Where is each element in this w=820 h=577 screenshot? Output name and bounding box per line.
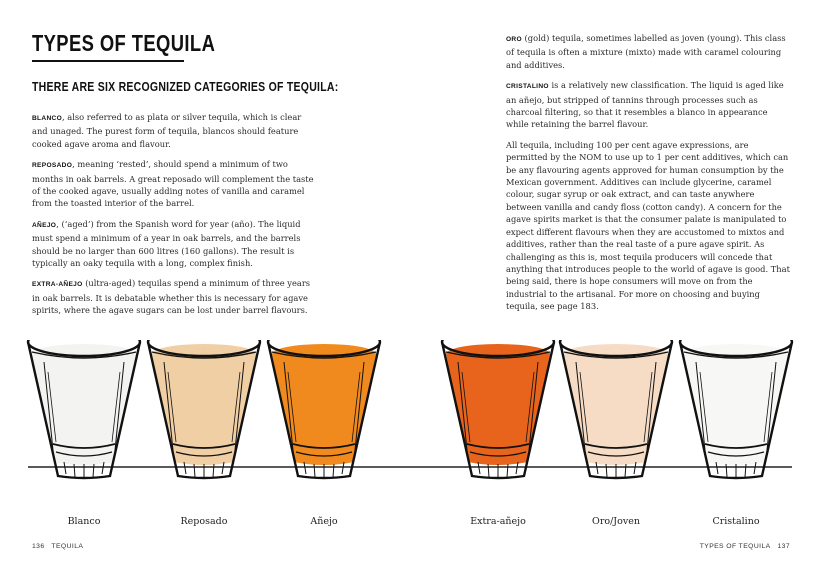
term-cristalino: CRISTALINO bbox=[506, 83, 549, 91]
left-text-column bbox=[32, 111, 314, 325]
shot-glass-reposado bbox=[148, 340, 260, 478]
glass-label-anejo: Añejo bbox=[310, 516, 338, 527]
glass-label-oro-joven: Oro/Joven bbox=[592, 516, 640, 527]
right-text-column bbox=[506, 32, 792, 321]
definition-oro: (gold) tequila, sometimes labelled as joven (young). This class of tequila is often a mixture (mixto) made with caramel colouring and additives. bbox=[506, 33, 786, 70]
shot-glass-oro-joven bbox=[560, 340, 672, 478]
definition-cristalino: is a relatively new classification. The liquid is aged like an añejo, but stripped of tannins through processes such as charcoal filtering, so that it resembles a blanco in appearance while retaining the barrel flavour. bbox=[506, 80, 784, 130]
definition-anejo: , (‘aged’) from the Spanish word for year (año). The liquid must spend a minimum of a year in oak barrels, and the barrels should be no larger than 600 litres (160 gallons). The result is typically an oaky tequila with a long, complex finish. bbox=[32, 218, 301, 269]
glass-label-blanco: Blanco bbox=[67, 516, 101, 527]
liquid-surface bbox=[564, 344, 668, 364]
shot-glass-blanco bbox=[28, 340, 140, 478]
liquid-surface bbox=[32, 344, 136, 364]
right-running-head: TYPES OF TEQUILA bbox=[699, 543, 771, 550]
paragraph-oro bbox=[506, 32, 792, 71]
page-title: TYPES OF TEQUILA bbox=[32, 30, 216, 56]
paragraph-anejo bbox=[32, 218, 314, 270]
right-page-number: 137 bbox=[777, 543, 790, 550]
liquid-surface bbox=[272, 344, 376, 364]
paragraph-extra-anejo bbox=[32, 277, 314, 316]
section-subheading: THERE ARE SIX RECOGNIZED CATEGORIES OF TEQUILA: bbox=[32, 80, 339, 94]
shot-glass-a-ejo bbox=[268, 340, 380, 478]
term-extra-anejo: EXTRA-AÑEJO bbox=[32, 281, 83, 289]
left-footer bbox=[32, 543, 83, 550]
right-footer bbox=[700, 543, 790, 550]
shot-glasses-illustration bbox=[0, 340, 820, 540]
glass-label-cristalino: Cristalino bbox=[712, 516, 760, 527]
liquid-surface bbox=[446, 344, 550, 364]
definition-extra-anejo: (ultra-aged) tequilas spend a minimum of three years in oak barrels. It is debatable whether this is necessary for agave spirits, where the agave sugars can be lost under barrel flavours. bbox=[32, 278, 311, 316]
liquid-surface bbox=[684, 344, 788, 364]
shot-glass-cristalino bbox=[680, 340, 792, 478]
term-reposado: REPOSADO bbox=[32, 162, 73, 170]
left-running-head: TEQUILA bbox=[51, 543, 84, 550]
term-anejo: AÑEJO bbox=[32, 221, 57, 229]
definition-blanco: , also referred to as plata or silver tequila, which is clear and unaged. The purest form of tequila, blancos should feature cooked agave aroma and flavour. bbox=[32, 112, 302, 149]
paragraph-blanco bbox=[32, 111, 314, 150]
title-underline bbox=[32, 60, 184, 62]
definition-reposado: , meaning ‘rested’, should spend a minimum of two months in oak barrels. A great reposado will complement the taste of the cooked agave, usually adding notes of vanilla and caramel from the toasted interior of the barrel. bbox=[32, 159, 314, 209]
shot-glass-extra-a-ejo bbox=[442, 340, 554, 478]
paragraph-cristalino bbox=[506, 79, 792, 131]
term-blanco: BLANCO bbox=[32, 115, 63, 122]
glass-label-extra-anejo: Extra-añejo bbox=[470, 516, 526, 527]
glass-label-reposado: Reposado bbox=[180, 516, 228, 527]
paragraph-reposado bbox=[32, 158, 314, 210]
paragraph-additives: All tequila, including 100 per cent agave expressions, are permitted by the NOM to use up to 1 per cent additives, which can be any flavouring agents approved for human consumption by the Mexican government. Additives can include glycerine, caramel colour, sugar syrup or oak extract, and can taste anywhere between vanilla and candy floss (cotton candy). A concern for the agave spirits market is that the consumer palate is manipulated to expect different flavours when they are accustomed to mixtos and additives, rather than the real taste of a pure agave spirit. As challenging as this is, most tequila producers will concede that anything that introduces people to the world of agave is good. That being said, there is hope consumers will move on from the industrial to the artisanal. For more on choosing and buying tequila, see page 183. bbox=[506, 139, 790, 312]
left-page-number: 136 bbox=[32, 543, 45, 550]
term-oro: ORO bbox=[506, 36, 522, 43]
liquid-surface bbox=[152, 344, 256, 364]
